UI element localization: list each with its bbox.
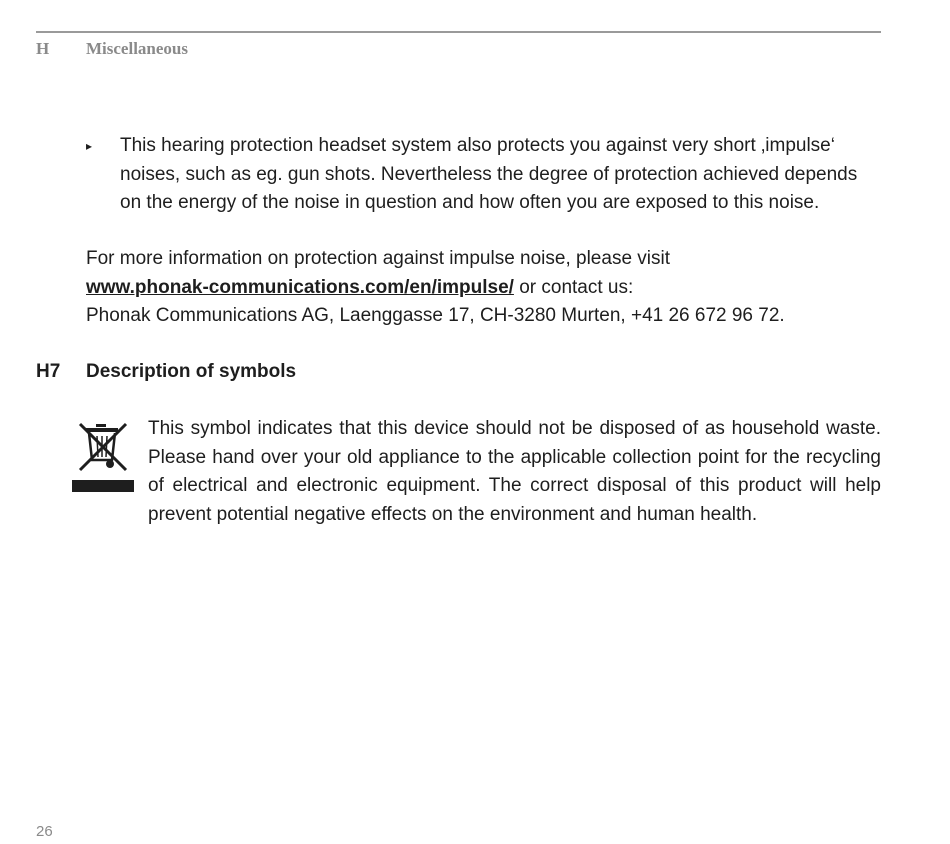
section-heading bbox=[36, 358, 296, 387]
impulse-info-link[interactable]: www.phonak-communications.com/en/impulse/ bbox=[86, 276, 514, 298]
header-section-letter: H bbox=[36, 39, 50, 58]
section-number: H7 bbox=[36, 361, 61, 382]
info-intro: For more information on protection against impulse noise, please visit bbox=[86, 248, 671, 269]
header-rule bbox=[36, 31, 881, 33]
symbol-description: This symbol indicates that this device should not be disposed of as household waste. Please hand over your old appliance to the applicable collection point for the recycling of electrical and electronic equipment. The correct disposal of this product will help prevent potential negative effects on the environment and human health. bbox=[148, 418, 881, 525]
crossed-out-wheelie-bin-icon bbox=[72, 420, 134, 494]
info-link-line bbox=[86, 274, 881, 303]
section-title: Description of symbols bbox=[86, 361, 297, 382]
info-contact-suffix: or contact us: bbox=[513, 276, 634, 298]
info-paragraph bbox=[86, 245, 881, 331]
page-number: 26 bbox=[36, 823, 53, 840]
page-header bbox=[36, 39, 188, 59]
bullet-arrow-icon: ▸ bbox=[86, 139, 93, 153]
header-section-title: Miscellaneous bbox=[86, 39, 188, 58]
info-address: Phonak Communications AG, Laenggasse 17, CH-3280 Murten, +41 26 672 96 72. bbox=[86, 305, 785, 326]
bullet-text: This hearing protection headset system also protects you against very short ‚impulse‘ noises, such as eg. gun shots. Nevertheless the degree of protection achieved depends on the energy of the noise in question and how often you are exposed to this noise. bbox=[120, 135, 858, 213]
bullet-item bbox=[86, 132, 881, 218]
